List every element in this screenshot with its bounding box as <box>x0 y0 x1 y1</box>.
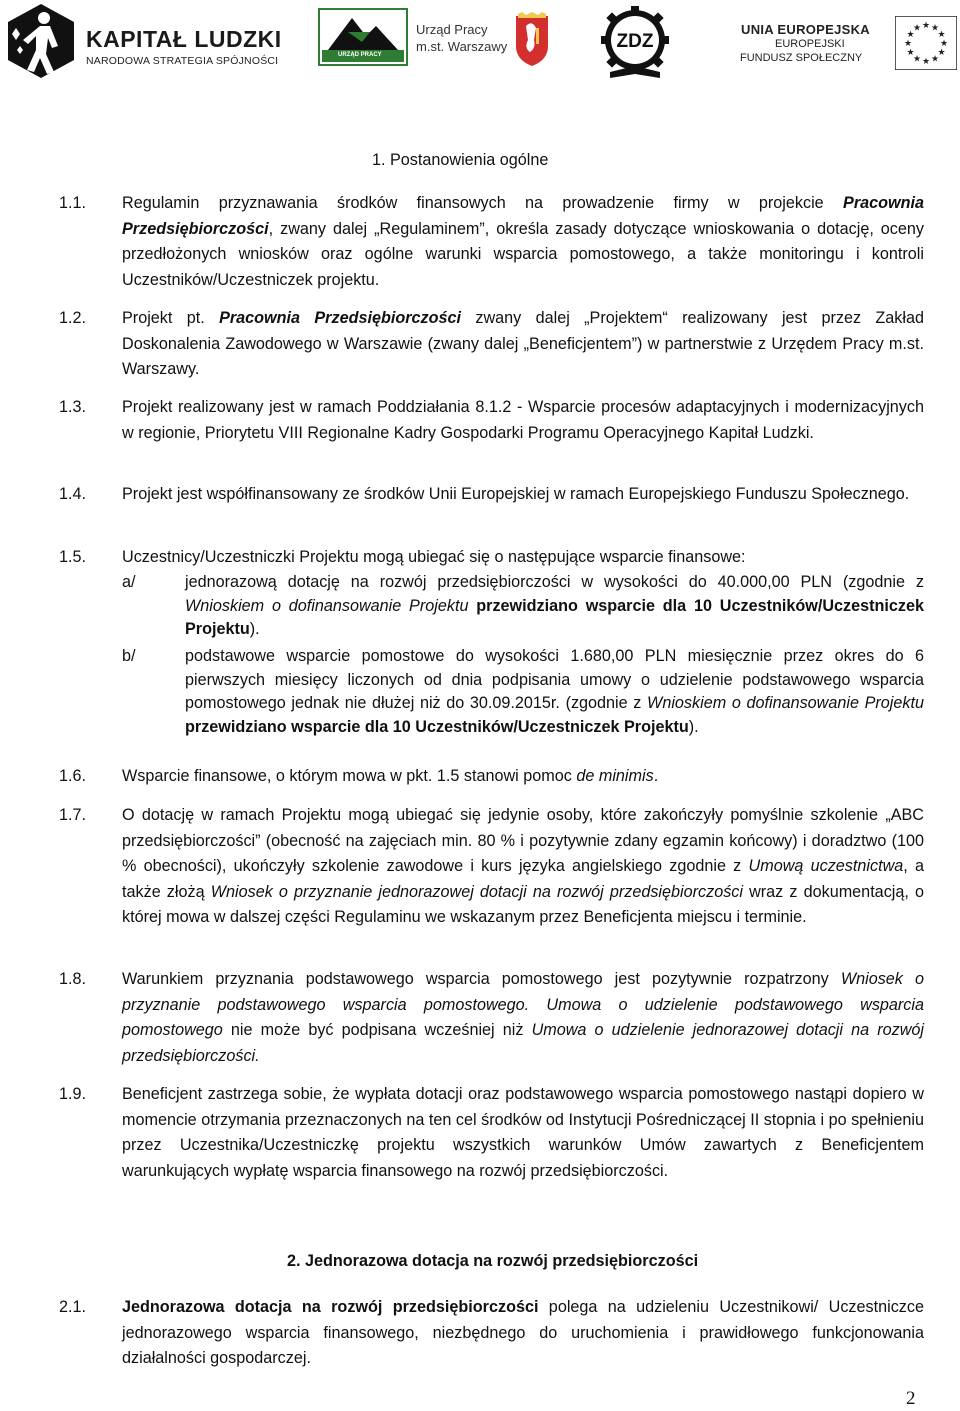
svg-text:★: ★ <box>937 48 946 58</box>
paragraph-1-5 <box>59 545 924 571</box>
urzad-pracy-small-label: URZĄD PRACY <box>338 52 382 58</box>
urzad-pracy-logo <box>318 8 508 78</box>
subitem-text: podstawowe wsparcie pomostowe do wysokości 1.680,00 PLN miesięcznie przez okres do 6 pierwszych miesięcy liczonych od dnia podpisania umowy o udzielenie podstawowego wsparcia pomostowego jednak nie dłużej niż do 30.09.2015r. (zgodnie z Wnioskiem o dofinansowanie Projektu przewidziano wsparcie dla 10 Uczestników/Uczestniczek Projektu). <box>185 647 925 736</box>
svg-text:★: ★ <box>930 23 940 34</box>
svg-text:★: ★ <box>903 39 913 49</box>
paragraph-number: 1.4. <box>59 485 87 503</box>
paragraph-number: 1.2. <box>59 309 87 327</box>
warsaw-crest-icon <box>512 12 552 68</box>
paragraph-text: Uczestnicy/Uczestniczki Projektu mogą ubiegać się o następujące wsparcie finansowe: <box>122 548 746 566</box>
ue-title: UNIA EUROPEJSKA <box>741 22 870 37</box>
svg-text:★: ★ <box>906 48 915 58</box>
paragraph-text: Wsparcie finansowe, o którym mowa w pkt. 1.5 stanowi pomoc de minimis. <box>122 767 659 785</box>
paragraph-1-8 <box>59 967 924 1069</box>
subitem-text: jednorazową dotację na rozwój przedsiębiorczości w wysokości do 40.000,00 PLN (zgodnie z Wnioskiem o dofinansowanie Projektu przewidziano wsparcie dla 10 Uczestników/Uczestniczek Projektu). <box>185 573 925 638</box>
paragraph-number: 1.3. <box>59 398 87 416</box>
paragraph-2-1 <box>59 1295 924 1372</box>
paragraph-1-1 <box>59 191 924 293</box>
svg-text:★: ★ <box>939 39 949 49</box>
paragraph-1-9 <box>59 1082 924 1184</box>
svg-text:★: ★ <box>937 30 946 40</box>
paragraph-text: Projekt realizowany jest w ramach Poddziałania 8.1.2 - Wsparcie procesów adaptacyjnych i modernizacyjnych w regionie, Priorytetu VIII Regionalne Kadry Gospodarki Programu Operacyjnego Kapitał Ludzki. <box>122 398 924 442</box>
ue-efs-logo <box>735 12 960 78</box>
paragraph-1-7 <box>59 803 924 931</box>
ue-subtitle-2: FUNDUSZ SPOŁECZNY <box>740 52 863 64</box>
svg-text:★: ★ <box>921 57 931 67</box>
kapital-ludzki-title: KAPITAŁ LUDZKI <box>86 26 282 52</box>
paragraph-number: 2.1. <box>59 1298 87 1316</box>
paragraph-1-4 <box>59 482 924 508</box>
paragraph-text: Beneficjent zastrzega sobie, że wypłata dotacji oraz podstawowego wsparcia pomostowego nastąpi dopiero w momencie otrzymania przeznaczonych na ten cel środków od Instytucji Pośredniczącej II stopnia i po spełnieniu przez Uczestnika/Uczestniczkę projektu wszystkich warunków Umów zawartych z Beneficjentem warunkujących wypłatę wsparcia finansowego na rozwój przedsiębiorczości. <box>122 1085 924 1180</box>
paragraph-1-6 <box>59 764 924 790</box>
subitem-label: b/ <box>122 647 136 665</box>
svg-text:★: ★ <box>912 54 922 65</box>
section-1-title: 1. Postanowienia ogólne <box>372 151 549 169</box>
subitem-a <box>122 571 924 642</box>
urzad-pracy-subtitle: m.st. Warszawy <box>416 39 508 54</box>
svg-text:★: ★ <box>912 23 922 34</box>
zdz-mark: ZDZ <box>616 31 654 52</box>
paragraph-number: 1.8. <box>59 970 87 988</box>
kapital-ludzki-emblem-icon <box>6 2 76 80</box>
paragraph-number: 1.9. <box>59 1085 87 1103</box>
urzad-pracy-title: Urząd Pracy <box>416 22 488 37</box>
paragraph-text: O dotację w ramach Projektu mogą ubiegać się jedynie osoby, które zakończyły pomyślnie szkolenie „ABC przedsiębiorczości” (obecność na zajęciach min. 80 % i pozytywnie zdany egzamin końcowy) i doradztwo (100 % obecności), ukończyły szkolenie zawodowe i kurs języka angielskiego zgodnie z Umową uczestnictwa, a także złożą Wniosek o przyznanie jednorazowej dotacji na rozwój przedsiębiorczości wraz z dokumentacją, o której mowa w dalszej części Regulaminu we wskazanym przez Beneficjenta miejscu i terminie. <box>122 806 925 927</box>
eu-flag-icon <box>895 16 957 70</box>
paragraph-number: 1.5. <box>59 548 87 566</box>
paragraph-number: 1.6. <box>59 767 87 785</box>
page-number: 2 <box>906 1388 916 1409</box>
kapital-ludzki-logo <box>6 2 282 82</box>
paragraph-1-3 <box>59 395 924 446</box>
ue-subtitle-1: EUROPEJSKI <box>775 38 845 50</box>
kapital-ludzki-subtitle: NARODOWA STRATEGIA SPÓJNOŚCI <box>86 55 279 67</box>
paragraph-1-2 <box>59 306 924 383</box>
section-2-title: 2. Jednorazowa dotacja na rozwój przedsiębiorczości <box>287 1252 699 1270</box>
paragraph-number: 1.7. <box>59 806 87 824</box>
logo-header <box>0 0 960 90</box>
paragraph-text: Warunkiem przyznania podstawowego wsparcia pomostowego jest pozytywnie rozpatrzony Wniosek o przyznanie podstawowego wsparcia pomostowego. Umowa o udzielenie podstawowego wsparcia pomostowego nie może być podpisana wcześniej niż Umowa o udzielenie jednorazowej dotacji na rozwój przedsiębiorczości. <box>122 970 924 1065</box>
paragraph-number: 1.1. <box>59 194 87 212</box>
svg-text:★: ★ <box>930 54 940 65</box>
paragraph-text: Projekt pt. Pracownia Przedsiębiorczości zwany dalej „Projektem“ realizowany jest przez Zakład Doskonalenia Zawodowego w Warszawie (zwany dalej „Beneficjentem”) w partnerstwie z Urzędem Pracy m.st. Warszawy. <box>122 309 924 379</box>
subitem-b <box>122 645 924 739</box>
zdz-logo <box>598 6 672 80</box>
paragraph-text: Jednorazowa dotacja na rozwój przedsiębiorczości polega na udzieleniu Uczestnikowi/ Uczestniczce jednorazowego wsparcia finansowego, niezbędnego do uruchomienia i prawidłowego funkcjonowania działalności gospodarczej. <box>122 1298 924 1368</box>
svg-text:★: ★ <box>906 30 915 40</box>
paragraph-text: Regulamin przyznawania środków finansowych na prowadzenie firmy w projekcie Pracownia Przedsiębiorczości, zwany dalej „Regulaminem”, określa zasady dotyczące wnioskowania o dotację, oceny przedłożonych wniosków oraz ogólne warunki wsparcia pomostowego, a także monitoringu i kontroli Uczestników/Uczestniczek projektu. <box>122 194 924 289</box>
svg-text:★: ★ <box>921 21 931 31</box>
urzad-pracy-emblem-icon <box>318 8 410 68</box>
paragraph-text: Projekt jest współfinansowany ze środków Unii Europejskiej w ramach Europejskiego Funduszu Społecznego. <box>122 485 910 503</box>
subitem-label: a/ <box>122 573 136 591</box>
